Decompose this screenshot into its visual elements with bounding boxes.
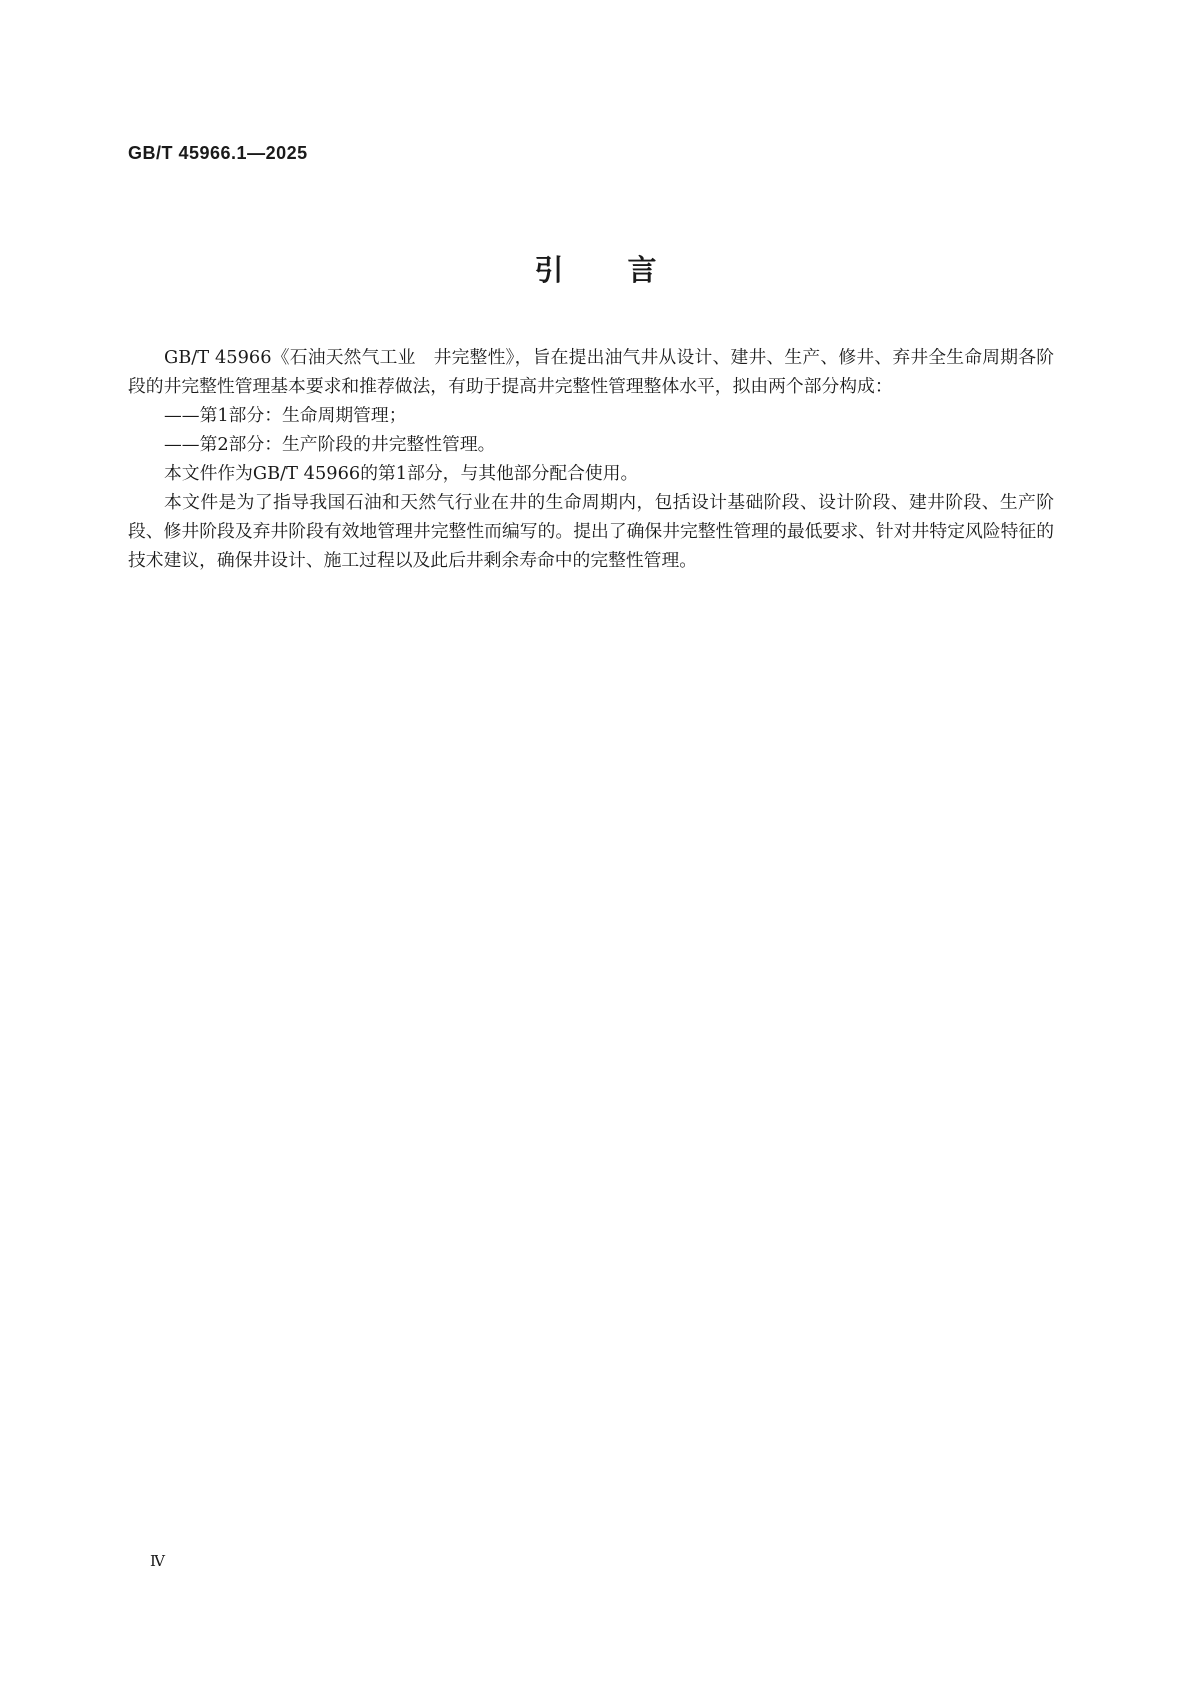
page-title: 引言	[534, 253, 721, 287]
document-body	[128, 343, 1054, 575]
intro-paragraph: GB/T 45966《石油天然气工业 井完整性》，旨在提出油气井从设计、建井、生产、修井、弃井全生命周期各阶段的井完整性管理基本要求和推荐做法，有助于提高井完整性管理整体水平，拟由两个部分构成：	[128, 347, 1054, 397]
list-item-part-1: ——第1部分：生命周期管理；	[164, 405, 407, 426]
purpose-paragraph: 本文件是为了指导我国石油和天然气行业在井的生命周期内，包括设计基础阶段、设计阶段、建井阶段、生产阶段、修井阶段及弃井阶段有效地管理井完整性而编写的。提出了确保井完整性管理的最低要求、针对井特定风险特征的技术建议，确保井设计、施工过程以及此后井剩余寿命中的完整性管理。	[128, 492, 1054, 571]
document-code: GB/T 45966.1—2025	[128, 143, 308, 163]
list-item-part-2: ——第2部分：生产阶段的井完整性管理。	[164, 434, 496, 455]
usage-paragraph: 本文件作为GB/T 45966的第1部分，与其他部分配合使用。	[164, 463, 639, 484]
page-number: Ⅳ	[150, 1554, 165, 1570]
